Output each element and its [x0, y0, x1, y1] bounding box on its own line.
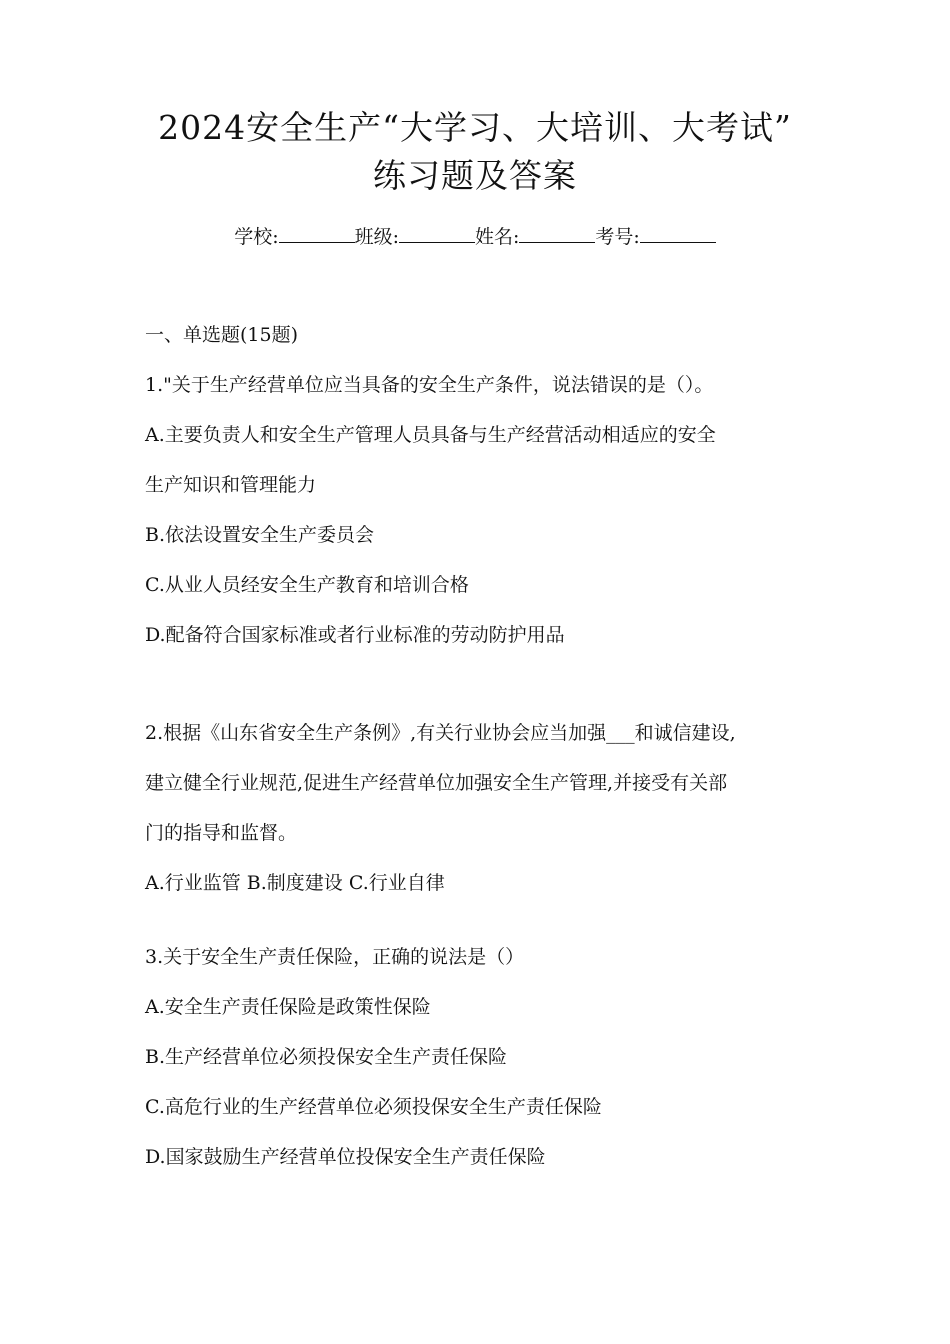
question-3-option-c: C.高危行业的生产经营单位必须投保安全生产责任保险: [145, 1096, 602, 1118]
question-2-options: A.行业监管 B.制度建设 C.行业自律: [145, 872, 445, 894]
class-label: 班级:: [354, 226, 399, 248]
question-2-stem-line3: 门的指导和监督。: [145, 822, 298, 844]
school-blank: [279, 224, 355, 243]
question-1-option-a-line2: 生产知识和管理能力: [145, 474, 317, 496]
question-1-option-b: B.依法设置安全生产委员会: [145, 524, 375, 546]
name-blank: [519, 224, 595, 243]
question-1-stem: 1."关于生产经营单位应当具备的安全生产条件，说法错误的是（）。: [145, 374, 714, 396]
section-heading: 一、单选题(15题): [145, 324, 299, 346]
name-label: 姓名:: [475, 226, 520, 248]
document-title-line2: 练习题及答案: [373, 156, 577, 195]
question-1-option-a-line1: A.主要负责人和安全生产管理人员具备与生产经营活动相适应的安全: [145, 424, 716, 446]
question-3-option-a: A.安全生产责任保险是政策性保险: [145, 996, 431, 1018]
class-blank: [399, 224, 475, 243]
question-3-stem: 3.关于安全生产责任保险，正确的说法是（）: [145, 946, 525, 968]
question-3-option-d: D.国家鼓励生产经营单位投保安全生产责任保险: [145, 1146, 546, 1168]
question-1-option-d: D.配备符合国家标准或者行业标准的劳动防护用品: [145, 624, 565, 646]
document-title-line1: 2024安全生产“大学习、大培训、大考试”: [158, 108, 792, 147]
question-3-option-b: B.生产经营单位必须投保安全生产责任保险: [145, 1046, 508, 1068]
exam-no-blank: [640, 224, 716, 243]
exam-no-label: 考号:: [595, 226, 640, 248]
question-1-option-c: C.从业人员经安全生产教育和培训合格: [145, 574, 469, 596]
school-label: 学校:: [234, 226, 279, 248]
student-info-row: [0, 224, 950, 250]
question-2-stem-line1: 2.根据《山东省安全生产条例》,有关行业协会应当加强___和诚信建设,: [145, 722, 736, 744]
question-2-stem-line2: 建立健全行业规范,促进生产经营单位加强安全生产管理,并接受有关部: [145, 772, 728, 794]
